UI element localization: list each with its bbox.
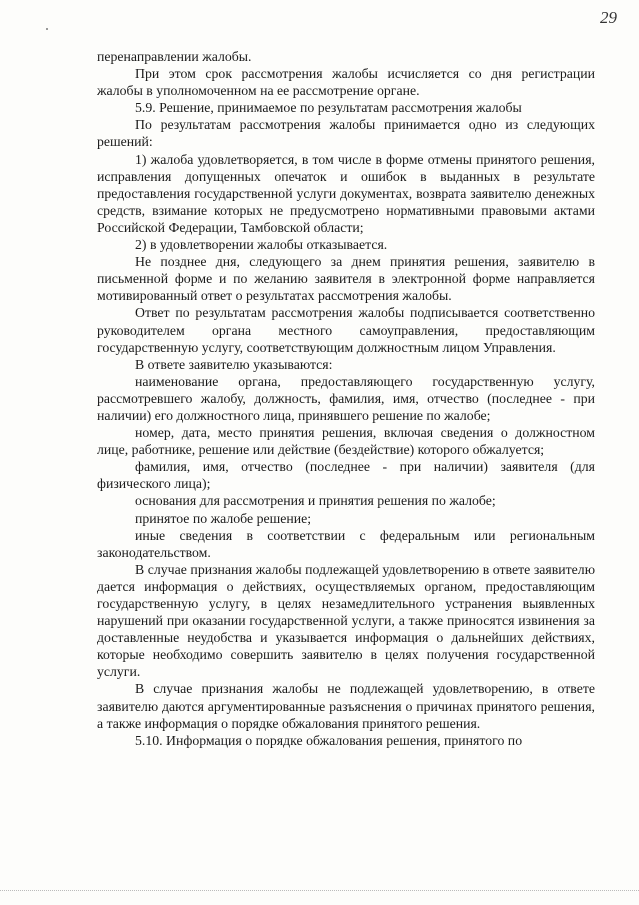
section-heading-5-10: 5.10. Информация о порядке обжалования решения, принятого по: [135, 732, 523, 748]
list-item: основания для рассмотрения и принятия решения по жалобе;: [135, 493, 496, 509]
list-item: 2) в удовлетворении жалобы отказывается.: [135, 237, 388, 253]
list-item: 1) жалоба удовлетворяется, в том числе в форме отмены принятого решения, исправления допущенных опечаток и ошибок в выданных в результате предоставления государственной услуги документах, возврата заявителю денежных средств, взимание которых не предусмотрено нормативными правовыми актами Российской Федерации, Тамбовской области;: [97, 151, 595, 235]
list-item: номер, дата, место принятия решения, включая сведения о должностном лице, работнике, решение или действие (бездействие) которого обжалуется;: [97, 425, 595, 458]
paragraph: Не позднее дня, следующего за днем принятия решения, заявителю в письменной форме и по желанию заявителя в электронной форме направляется мотивированный ответ о результатах рассмотрения жалобы.: [97, 254, 595, 304]
document-body: [97, 48, 595, 749]
scan-speck: [46, 28, 48, 30]
section-heading-5-9: 5.9. Решение, принимаемое по результатам рассмотрения жалобы: [135, 100, 522, 116]
scan-edge-divider: [0, 890, 639, 891]
page-number: 29: [600, 8, 617, 27]
paragraph: В случае признания жалобы подлежащей удовлетворению в ответе заявителю дается информация о действиях, осуществляемых органом, предоставляющим государственную услугу, в целях незамедлительного устранения выявленных нарушений при оказании государственной услуги, а также приносятся извинения за доставленные неудобства и указывается информация о дальнейших действиях, которые необходимо совершить заявителю в целях получения государственной услуги.: [97, 561, 595, 680]
paragraph: Ответ по результатам рассмотрения жалобы подписывается соответственно руководителем органа местного самоуправления, предоставляющим государственную услугу, соответствующим должностным лицом Управления.: [97, 305, 595, 355]
paragraph: При этом срок рассмотрения жалобы исчисляется со дня регистрации жалобы в уполномоченном на ее рассмотрение органе.: [97, 66, 595, 99]
list-item: иные сведения в соответствии с федеральным или региональным законодательством.: [97, 527, 595, 560]
paragraph-continuation: перенаправлении жалобы.: [97, 49, 252, 64]
paragraph: В случае признания жалобы не подлежащей удовлетворению, в ответе заявителю даются аргументированные разъяснения о причинах принятого решения, а также информация о порядке обжалования принятого решения.: [97, 681, 595, 731]
list-item: наименование органа, предоставляющего государственную услугу, рассмотревшего жалобу, должность, фамилия, имя, отчество (последнее - при наличии) его должностного лица, принявшего решение по жалобе;: [97, 373, 595, 423]
list-item: фамилия, имя, отчество (последнее - при наличии) заявителя (для физического лица);: [97, 459, 595, 492]
paragraph: По результатам рассмотрения жалобы принимается одно из следующих решений:: [97, 117, 595, 150]
list-item: принятое по жалобе решение;: [135, 510, 312, 526]
paragraph: В ответе заявителю указываются:: [135, 356, 333, 372]
